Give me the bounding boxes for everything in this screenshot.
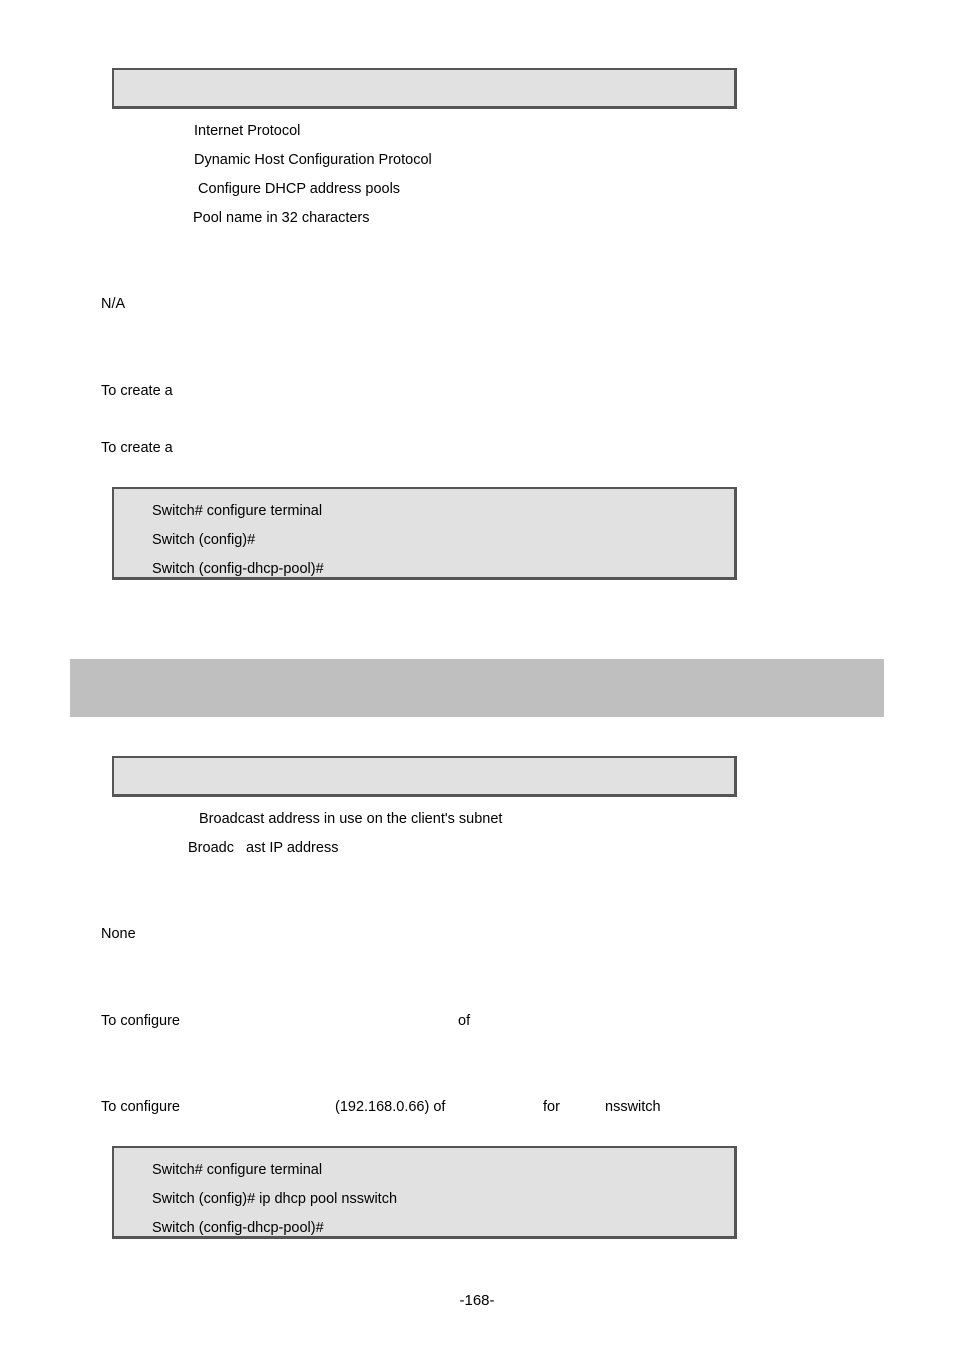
param-description: Internet Protocol [194,123,301,139]
default-value: N/A [101,296,126,312]
param-description: Broadcast address in use on the client's subnet [199,811,503,827]
example-intro: To create a [101,440,173,456]
example-line: Switch (config-dhcp-pool)# [152,561,324,577]
example-line: Switch (config)# ip dhcp pool nsswitch [152,1191,398,1207]
usage-text: To configure [101,1013,180,1029]
example-line: Switch (config-dhcp-pool)# [152,1220,324,1236]
default-value: None [101,926,136,942]
example-box [112,1146,737,1239]
example-intro: (192.168.0.66) of [335,1099,446,1115]
syntax-box [112,68,737,109]
example-intro: for [543,1099,560,1115]
page-number: -168- [459,1292,495,1309]
param-description: Pool name in 32 characters [193,210,370,226]
example-box [112,487,737,580]
param-description: Broadc ast IP address [188,840,339,856]
example-line: Switch# configure terminal [152,1162,323,1178]
syntax-box [112,756,737,797]
example-line: Switch (config)# [152,532,256,548]
section-heading-band [70,659,884,717]
usage-text: To create a [101,383,173,399]
param-description: Configure DHCP address pools [194,181,401,197]
example-line: Switch# configure terminal [152,503,323,519]
example-intro: To configure [101,1099,180,1115]
example-intro: nsswitch [605,1099,661,1115]
usage-text-of: of [458,1013,471,1029]
param-description: Dynamic Host Configuration Protocol [194,152,432,168]
